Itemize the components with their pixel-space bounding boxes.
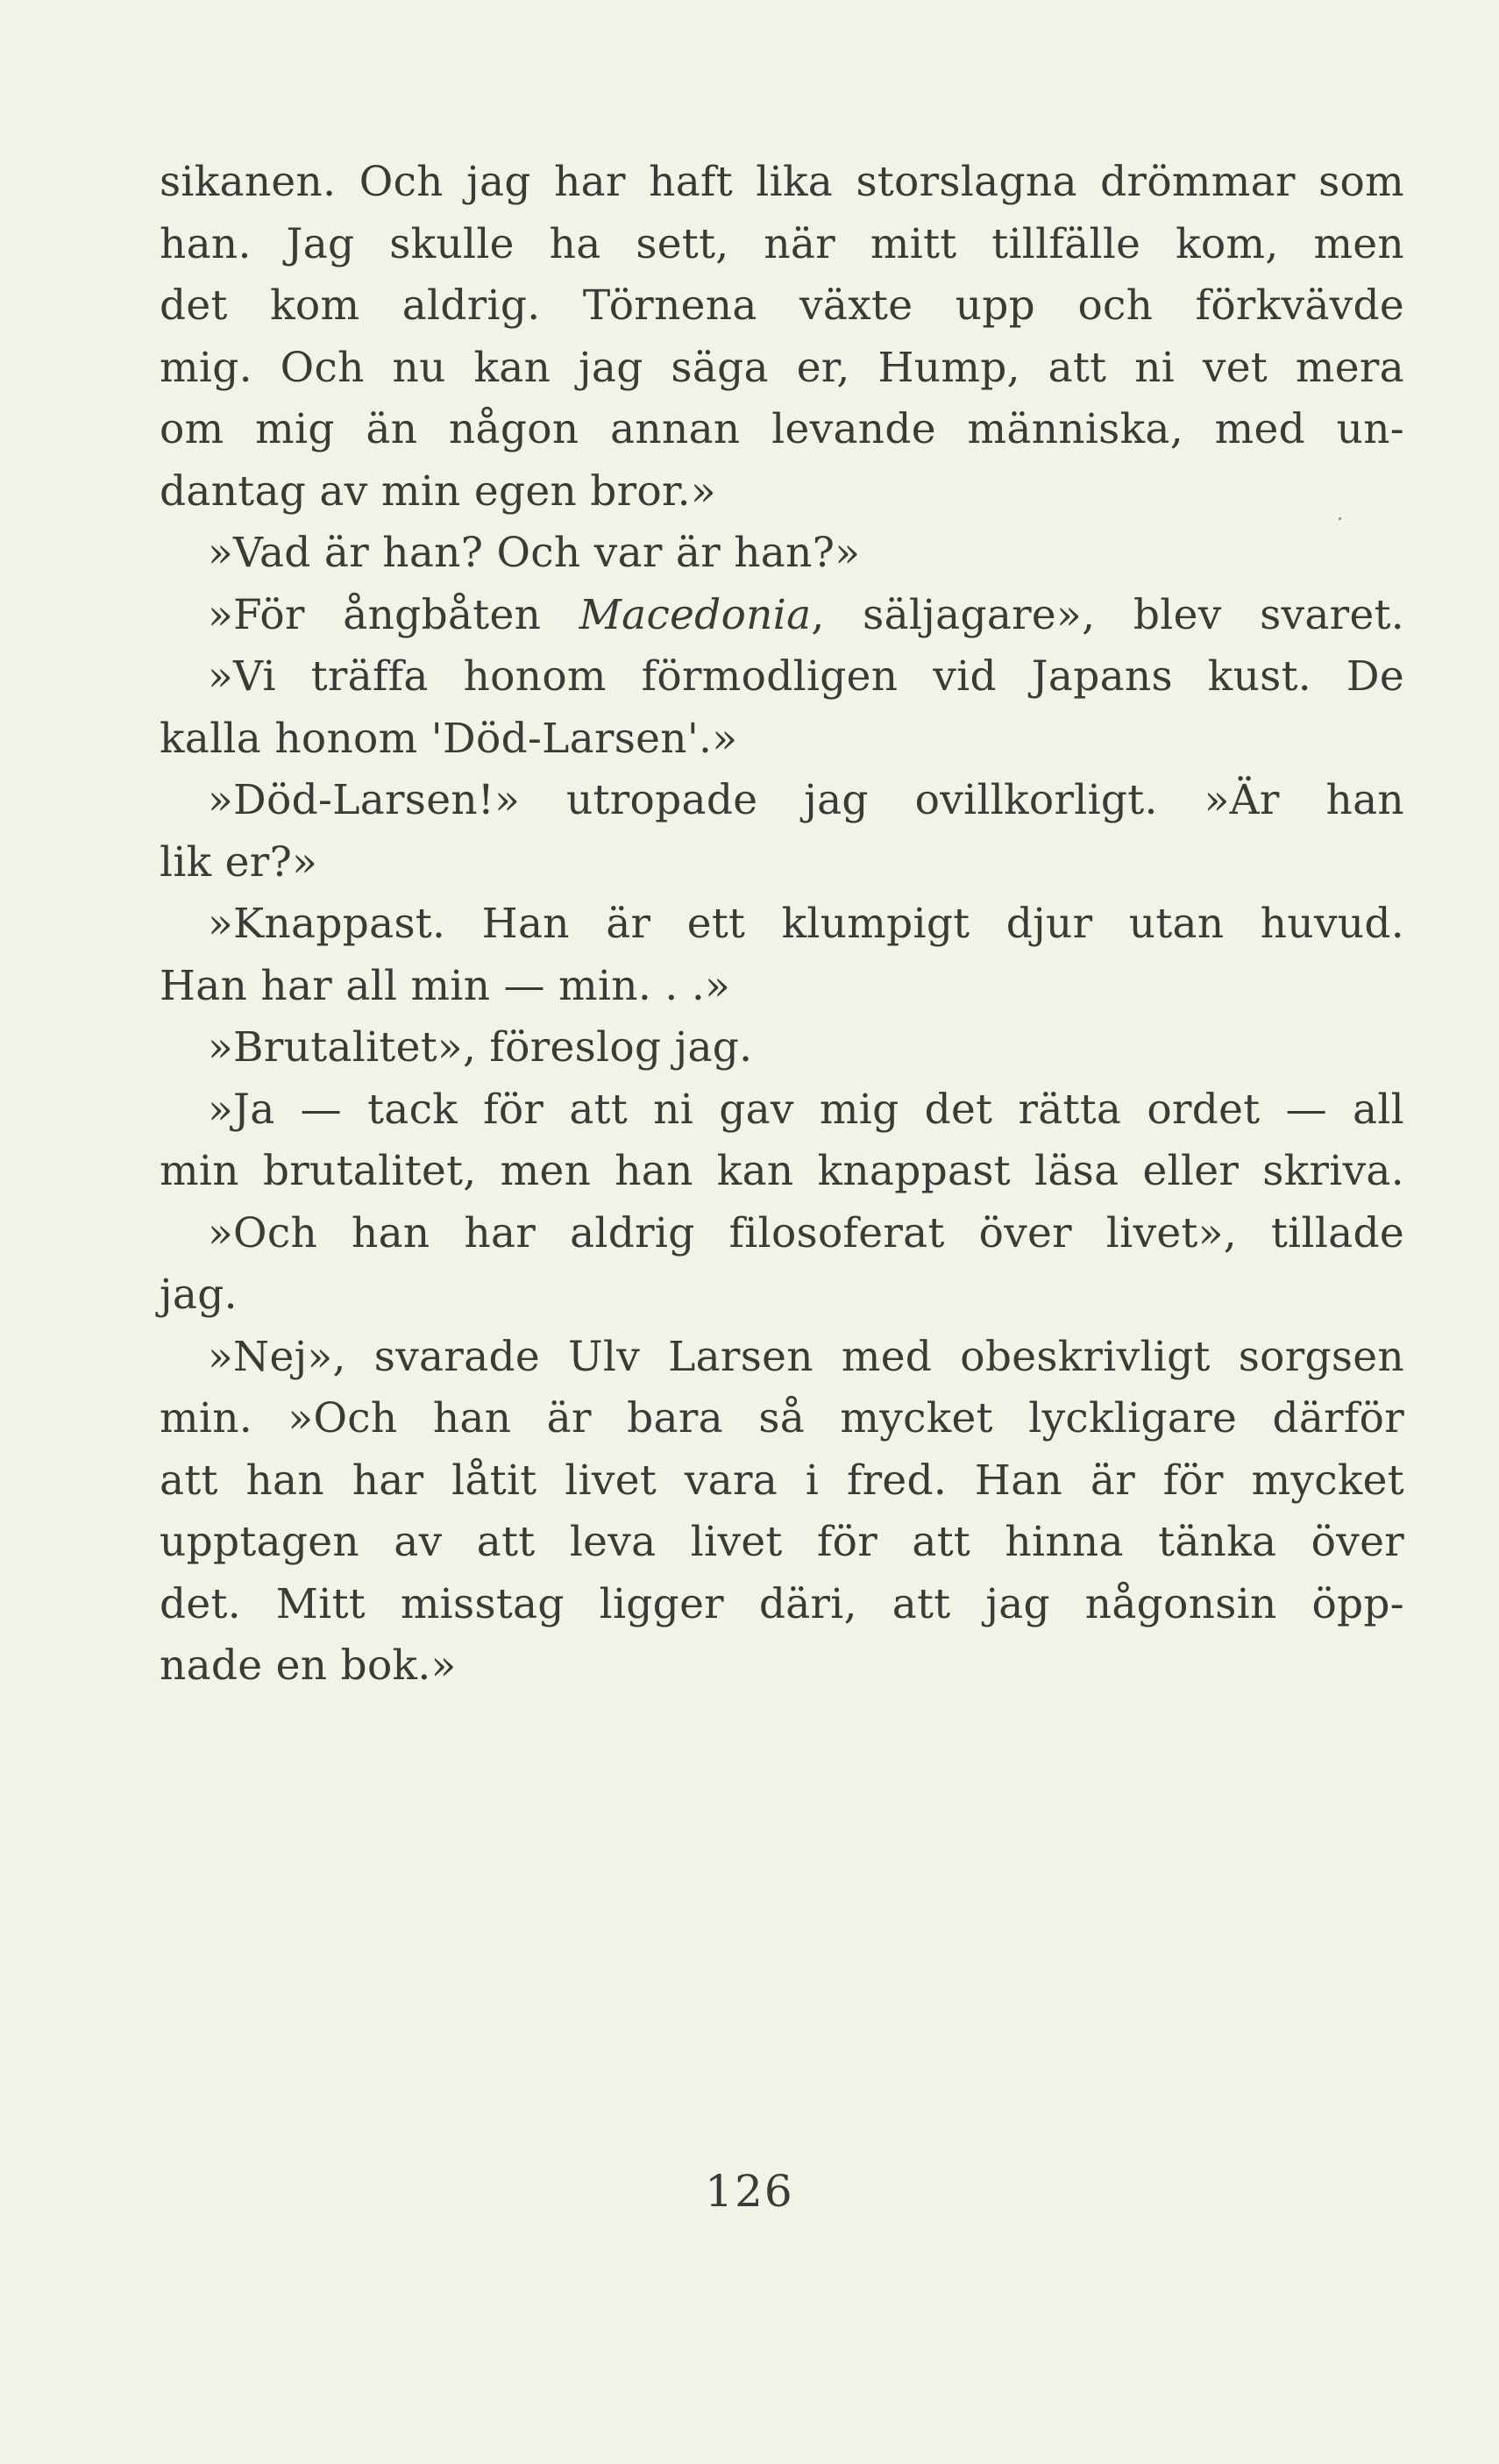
line-text: , säljagare», blev svaret.: [811, 590, 1404, 639]
text-line: [208, 1331, 1404, 1384]
text-line: [160, 960, 730, 1013]
text-line: [160, 837, 317, 889]
text-line: [208, 1022, 752, 1074]
line-text: sikanen. Och jag har haft lika storslagna drömmar som: [160, 158, 1404, 206]
line-text: »Död-Larsen!» utropade jag ovillkorligt. »Är han: [208, 776, 1404, 824]
text-line: [160, 466, 716, 518]
text-line: [208, 651, 1404, 703]
line-text: »Nej», svarade Ulv Larsen med obeskrivligt sorgsen: [208, 1332, 1404, 1381]
text-line: [208, 527, 860, 580]
line-text: han. Jag skulle ha sett, när mitt tillfälle kom, men: [160, 219, 1404, 268]
line-text: om mig än någon annan levande människa, med un-: [160, 405, 1404, 453]
line-text: dantag av min egen bror.»: [160, 466, 716, 516]
line-text: »För ångbåten: [208, 590, 579, 639]
text-line: [160, 403, 1404, 456]
text-line: [160, 1578, 1404, 1631]
line-text: »Ja — tack för att ni gav mig det rätta ordet — all: [208, 1085, 1404, 1134]
line-text: »Knappast. Han är ett klumpigt djur utan huvud.: [208, 900, 1404, 948]
line-text: det. Mitt misstag ligger däri, att jag någonsin öpp-: [160, 1579, 1404, 1628]
line-text: jag.: [160, 1271, 238, 1319]
line-text: att han har låtit livet vara i fred. Han är för mycket: [160, 1456, 1404, 1505]
line-text: min brutalitet, men han kan knappast läsa eller skriva.: [160, 1147, 1404, 1195]
line-text: det kom aldrig. Törnena växte upp och förkvävde: [160, 281, 1404, 330]
text-line: [160, 1640, 457, 1692]
text-line: [208, 589, 1404, 642]
italic-text: Macedonia: [579, 590, 812, 639]
print-speck: [1339, 517, 1341, 520]
line-text: Han har all min — min. . .»: [160, 961, 731, 1010]
page-number: 126: [705, 2166, 794, 2217]
line-text: lik er?»: [160, 837, 318, 887]
text-line: [160, 713, 737, 766]
line-text: »Vad är han? Och var är han?»: [208, 529, 861, 577]
text-line: [160, 280, 1404, 332]
line-text: »Och han har aldrig filosoferat över livet», tillade: [208, 1208, 1404, 1257]
text-line: [208, 1207, 1404, 1260]
line-text: nade en bok.»: [160, 1641, 457, 1690]
text-line: [160, 1516, 1404, 1569]
text-line: [160, 156, 1404, 209]
text-line: [160, 218, 1404, 271]
line-text: »Brutalitet», föreslog jag.: [208, 1023, 753, 1072]
text-line: [208, 898, 1404, 951]
text-line: [208, 1084, 1404, 1136]
text-line: [208, 774, 1404, 827]
line-text: upptagen av att leva livet för att hinna tänka över: [160, 1518, 1404, 1566]
text-line: [160, 1455, 1404, 1507]
line-text: min. »Och han är bara så mycket lyckligare därför: [160, 1394, 1404, 1442]
text-line: [160, 1269, 238, 1321]
text-line: [160, 1145, 1404, 1198]
text-line: [160, 1392, 1404, 1445]
text-line: [160, 342, 1404, 395]
line-text: mig. Och nu kan jag säga er, Hump, att ni vet mera: [160, 343, 1404, 392]
line-text: kalla honom 'Död-Larsen'.»: [160, 714, 738, 763]
line-text: »Vi träffa honom förmodligen vid Japans kust. De: [208, 652, 1404, 701]
